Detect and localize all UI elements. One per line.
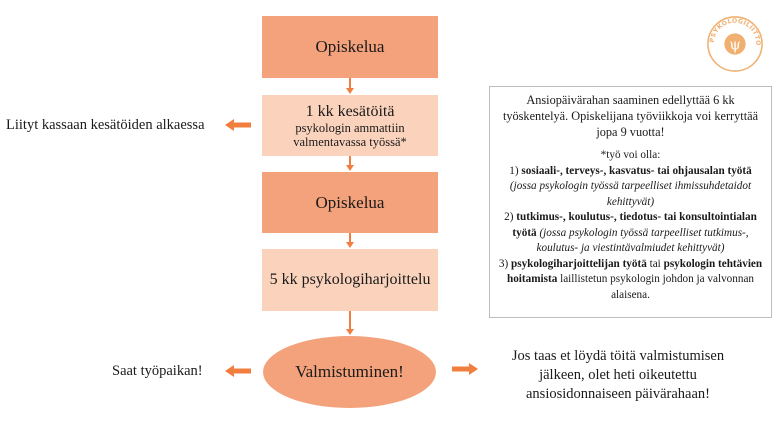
left-arrow-icon (225, 365, 251, 377)
info-item-2-note: (jossa psykologin työssä tarpeelliset tutkimus-, koulutus- ja viestintävalmiudet kehittyvät) (536, 226, 749, 254)
info-item-1 (496, 164, 765, 211)
info-item-2-title: tutkimus-, koulutus-, tiedotus- tai konsultointialan työtä (512, 211, 757, 239)
step-opiskelua-2 (262, 172, 438, 233)
step-summer-job-title: 1 kk kesätöitä (305, 103, 395, 120)
step-internship (262, 249, 438, 311)
connector-arrowhead (346, 88, 354, 94)
psi-icon: ψ (729, 37, 741, 54)
info-item-3-number: 3) (498, 257, 509, 270)
step-graduation (263, 336, 436, 408)
connector-arrowhead (346, 329, 354, 335)
info-intro: Ansiopäivärahan saaminen edellyttää 6 kk työskentelyä. Opiskelijana työviikkoja voi kerryttää jopa 9 vuotta! (502, 93, 759, 139)
info-item-3-connector: tai (649, 257, 661, 270)
benefit-line-2: jälkeen, olet heti oikeutettu (539, 367, 697, 383)
logo-text: PSYKOLOGILIITTO (708, 17, 762, 46)
benefit-line-3: ansiosidonnaiseen päivärahaan! (526, 386, 710, 402)
step-opiskelua-1 (262, 16, 438, 78)
info-item-3 (496, 257, 765, 304)
step-summer-job-subtitle: psykologin ammattiin valmentavassa työssä* (293, 121, 407, 149)
left-arrow-icon (225, 119, 251, 131)
join-fund-text: Liityt kassaan kesätöiden alkaessa (6, 117, 205, 133)
unemployment-benefit-note (488, 347, 748, 404)
connector-arrowhead (346, 242, 354, 248)
psykologiliitto-logo (706, 15, 764, 73)
info-item-2 (496, 210, 765, 257)
info-item-3-title-b: psykologin tehtävien hoitamista (506, 257, 763, 285)
step-internship-label: 5 kk psykologiharjoittelu (269, 271, 431, 288)
info-item-3-rest: laillistetun psykologin johdon ja valvonnan alaisena. (560, 273, 755, 301)
step-summer-job (262, 95, 438, 156)
right-arrow-icon (452, 363, 478, 375)
benefit-line-1: Jos taas et löydä töitä valmistumisen (511, 348, 725, 364)
step-opiskelua-1-label: Opiskelua (315, 37, 385, 56)
info-box (489, 86, 772, 318)
info-item-3-title-a: psykologiharjoittelijan työtä (511, 257, 647, 270)
connector-line (349, 311, 351, 330)
get-job-text: Saat työpaikan! (112, 363, 203, 379)
info-item-1-number: 1) (509, 164, 519, 177)
info-heading: *työ voi olla: (600, 149, 661, 161)
connector-arrowhead (346, 165, 354, 171)
info-item-1-note: (jossa psykologin työssä tarpeelliset ihmissuhdetaidot kehittyvät) (509, 180, 752, 208)
info-item-1-title: sosiaali-, terveys-, kasvatus- tai ohjausalan työtä (521, 164, 752, 177)
info-item-2-number: 2) (504, 211, 514, 223)
step-graduation-label: Valmistuminen! (295, 362, 404, 381)
step-opiskelua-2-label: Opiskelua (315, 192, 385, 212)
